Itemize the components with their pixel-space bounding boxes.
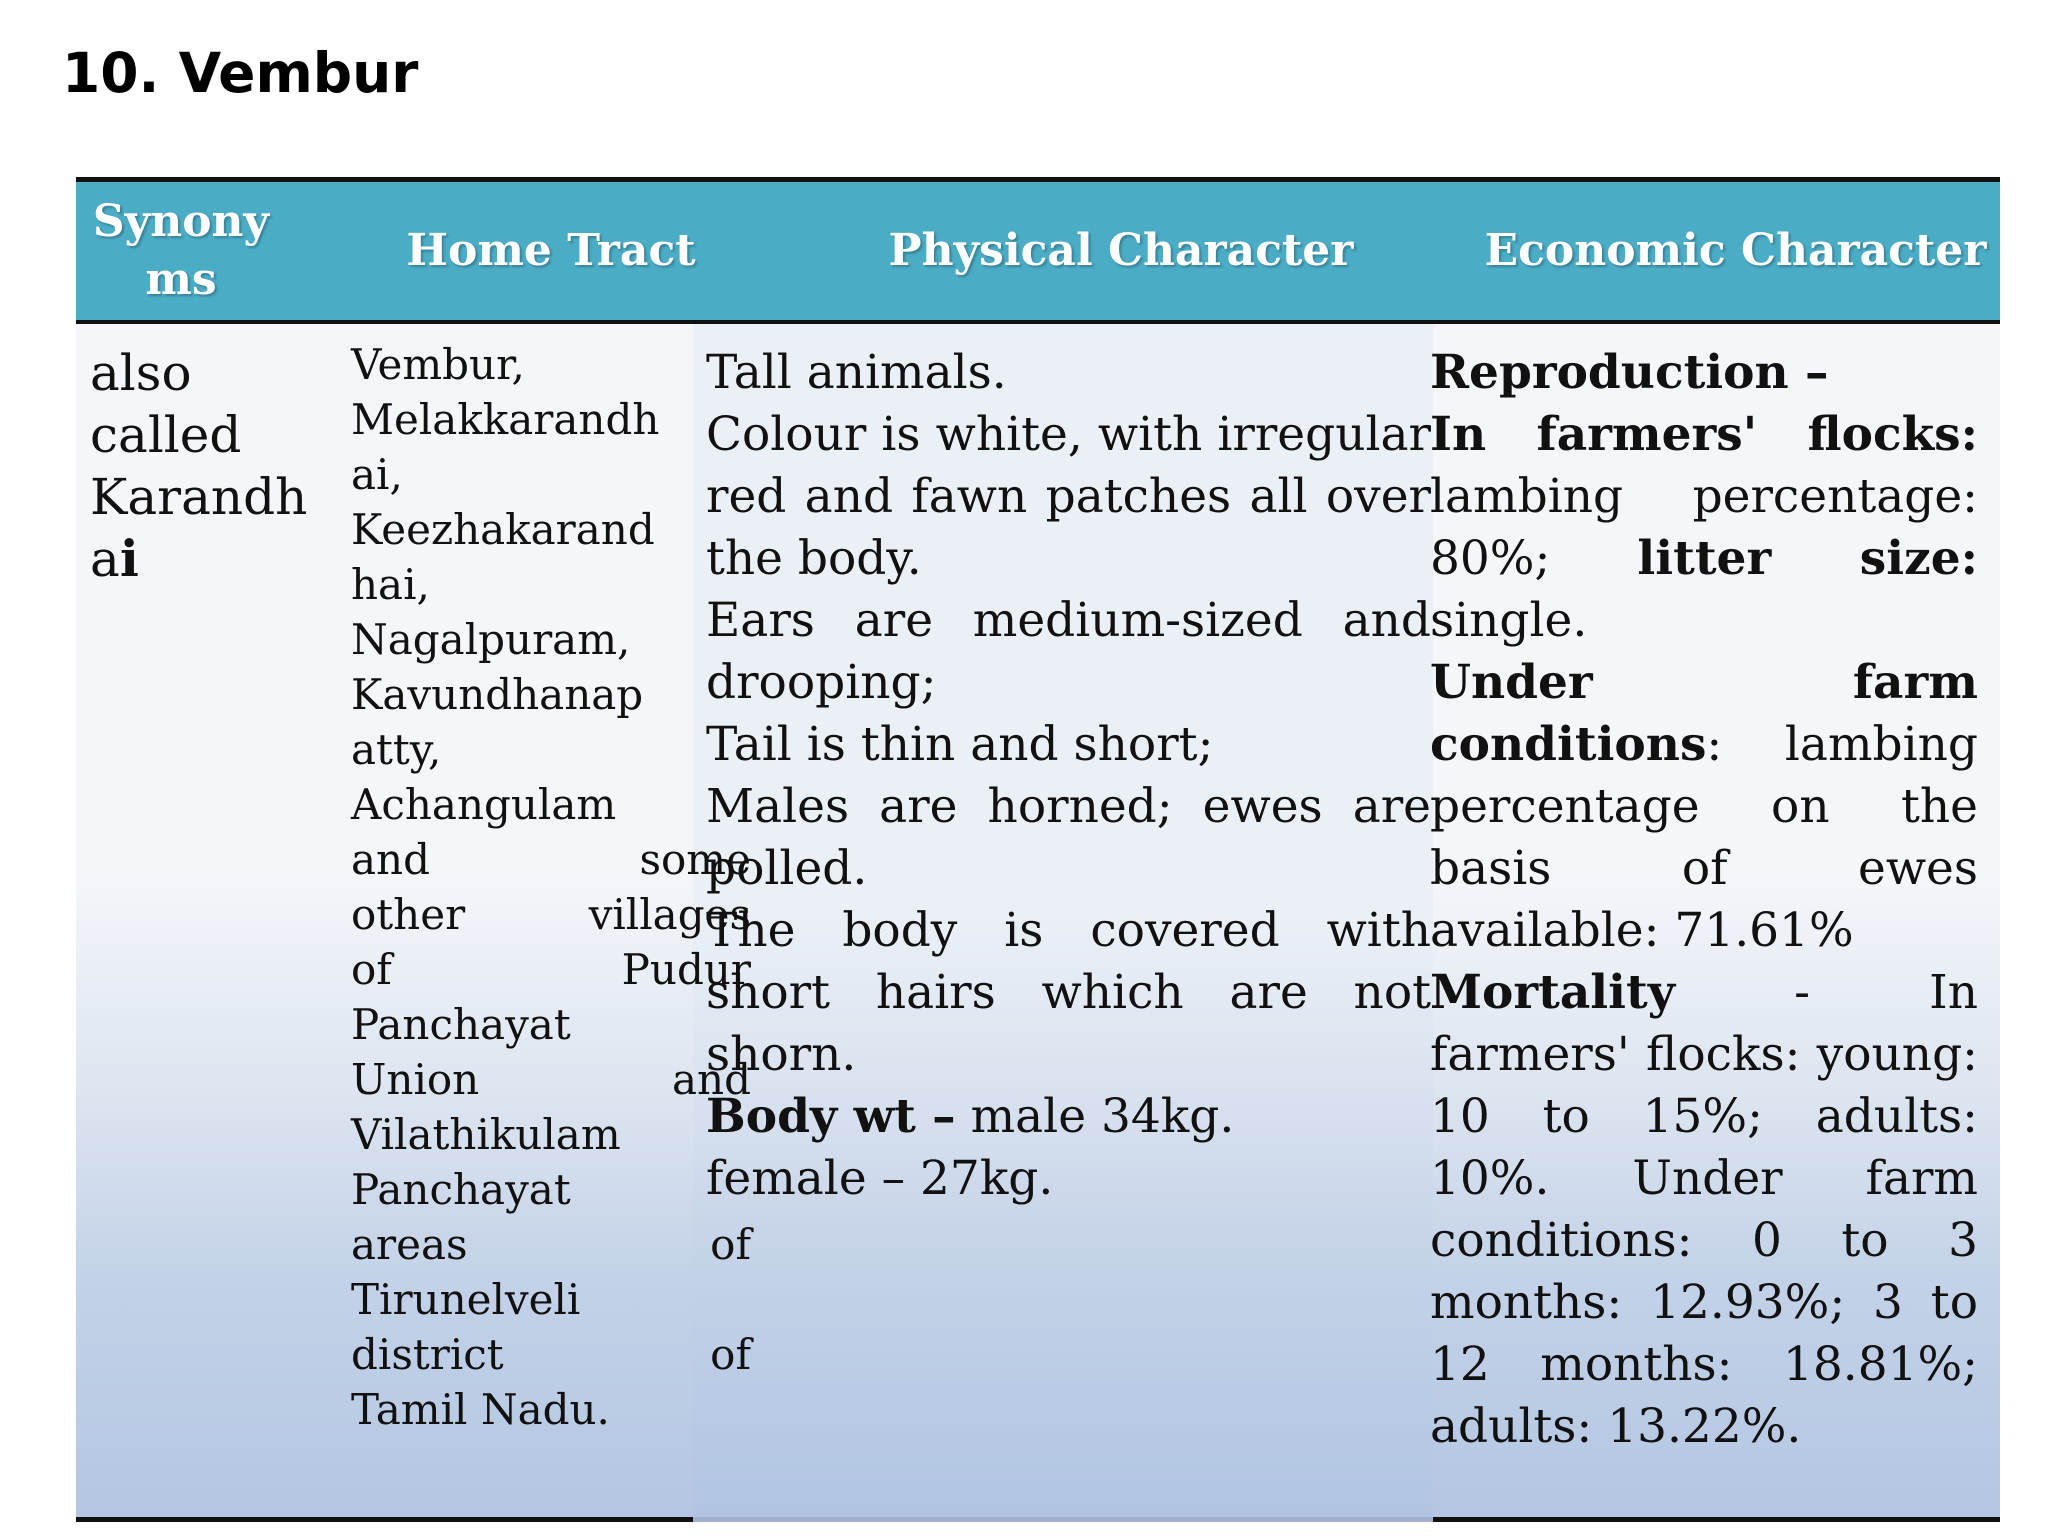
physical-paragraph: Colour is white, with irregular red and fawn patches all over the body.	[706, 407, 1431, 586]
home-tract-line: atty,	[351, 725, 442, 774]
home-tract-line: and some	[351, 835, 751, 884]
mortality-paragraph	[1430, 962, 1978, 1458]
synonyms-line	[90, 528, 315, 590]
mortality-text: - In farmers' flocks: young: 10 to 15%; adults: 10%. Under farm conditions: 0 to 3 months: 12.93%; 3 to 12 months: 18.81%; adults: 13.22%.	[1430, 965, 1978, 1454]
farm-conditions-paragraph	[1430, 652, 1978, 962]
physical-paragraph: Tall animals.	[706, 345, 1007, 400]
physical-paragraph: Ears are medium-sized and drooping;	[706, 593, 1431, 710]
synonyms-line: called	[90, 406, 242, 464]
home-tract-line: areas of	[351, 1220, 751, 1269]
home-tract-line: Vilathikulam	[351, 1110, 621, 1159]
lambing-text: lambing percentage: 80%;	[1430, 469, 1978, 586]
home-tract-line: Keezhakarand	[351, 505, 655, 554]
home-tract-line: Panchayat	[351, 1165, 571, 1214]
conditions-label: conditions	[1430, 717, 1707, 772]
home-tract-line: other villages	[351, 890, 751, 939]
home-tract-line: Achangulam	[351, 780, 617, 829]
home-tract-line: Nagalpuram,	[351, 615, 631, 664]
body-weight-paragraph	[706, 1086, 1431, 1148]
header-physical-character: Physical Character	[888, 225, 1354, 276]
synonyms-cell	[90, 342, 315, 590]
economic-character-cell	[1430, 342, 1978, 1458]
home-tract-line: ai,	[351, 450, 403, 499]
reproduction-heading	[1430, 342, 1978, 404]
litter-size-label: litter size:	[1637, 531, 1978, 586]
synonyms-text: a	[90, 530, 120, 588]
breed-table	[76, 177, 2000, 1522]
header-economic-character: Economic Character	[1484, 225, 1987, 276]
body-weight-male: male 34kg.	[955, 1089, 1235, 1144]
home-tract-line: Kavundhanap	[351, 670, 644, 719]
home-tract-line: district of	[351, 1330, 751, 1379]
home-tract-line: Vembur,	[351, 340, 525, 389]
home-tract-line: Melakkarandh	[351, 395, 660, 444]
synonyms-line: Karandh	[90, 468, 308, 526]
farmers-flocks-label: In farmers' flocks:	[1430, 407, 1978, 462]
reproduction-paragraph	[1430, 404, 1978, 652]
header-synonyms: Synony ms	[92, 196, 270, 305]
home-tract-cell	[351, 337, 751, 1437]
header-home-tract: Home Tract	[406, 225, 696, 276]
home-tract-line: hai,	[351, 560, 430, 609]
page-title: 10. Vembur	[62, 41, 419, 105]
table-header-row	[76, 182, 2000, 324]
synonyms-bold-text: i	[119, 529, 139, 588]
under-farm-label: Under farm	[1430, 655, 1978, 710]
synonyms-line: also	[90, 344, 192, 402]
home-tract-line: Panchayat	[351, 1000, 571, 1049]
body-weight-female: female – 27kg.	[706, 1151, 1054, 1206]
home-tract-line: Tirunelveli	[351, 1275, 581, 1324]
body-weight-label: Body wt –	[706, 1089, 956, 1144]
home-tract-line: Union and	[351, 1055, 751, 1104]
farm-conditions-text: : lambing percentage on the basis of ewes available: 71.61%	[1430, 717, 1978, 958]
reproduction-label: Reproduction –	[1430, 345, 1829, 400]
home-tract-line: Tamil Nadu.	[351, 1385, 610, 1434]
home-tract-line: of Pudur	[351, 945, 751, 994]
physical-paragraph: Tail is thin and short;	[706, 717, 1214, 772]
physical-paragraph: The body is covered with short hairs which are not shorn.	[706, 903, 1431, 1082]
physical-character-cell	[706, 342, 1431, 1210]
mortality-label: Mortality	[1430, 965, 1676, 1020]
physical-paragraph: Males are horned; ewes are polled.	[706, 779, 1431, 896]
litter-size-value: single.	[1430, 593, 1588, 648]
